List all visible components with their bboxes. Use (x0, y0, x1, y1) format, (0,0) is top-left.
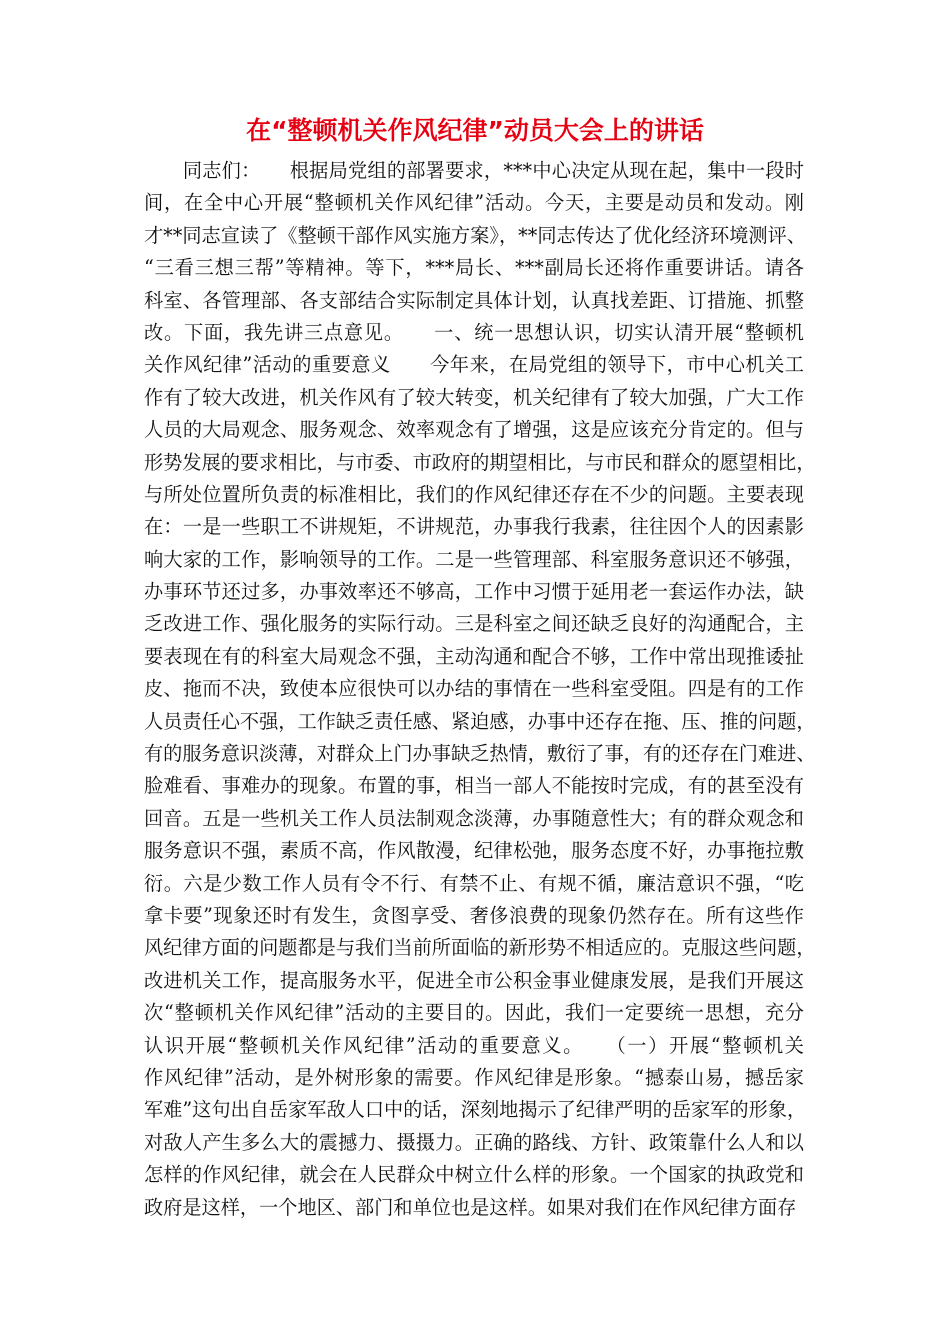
body-line: 改进机关工作，提高服务水平，促进全市公积金事业健康发展，是我们开展这 (144, 968, 804, 992)
body-line: “三看三想三帮”等精神。等下，***局长、***副局长还将作重要讲话。请各 (144, 256, 804, 280)
body-line: 拿卡要”现象还时有发生，贪图享受、奢侈浪费的现象仍然存在。所有这些作 (144, 903, 804, 927)
body-line: 改。下面，我先讲三点意见。 一、统一思想认识，切实认清开展“整顿机 (144, 320, 804, 344)
body-line: 服务意识不强，素质不高，作风散漫，纪律松弛，服务态度不好，办事拖拉敷 (144, 839, 804, 863)
body-line: 衍。六是少数工作人员有令不行、有禁不止、有规不循，廉洁意识不强，“吃 (144, 871, 804, 895)
body-line: 风纪律方面的问题都是与我们当前所面临的新形势不相适应的。克服这些问题， (144, 936, 816, 960)
body-line: 间，在全中心开展“整顿机关作风纪律”活动。今天，主要是动员和发动。刚 (144, 191, 804, 215)
body-line: 办事环节还过多，办事效率还不够高，工作中习惯于延用老一套运作办法，缺 (144, 580, 804, 604)
body-line: 形势发展的要求相比，与市委、市政府的期望相比，与市民和群众的愿望相比， (144, 450, 816, 474)
body-line: 在：一是一些职工不讲规矩，不讲规范，办事我行我素，往往因个人的因素影 (144, 515, 804, 539)
body-line: 响大家的工作，影响领导的工作。二是一些管理部、科室服务意识还不够强， (144, 547, 804, 571)
body-line: 科室、各管理部、各支部结合实际制定具体计划，认真找差距、订措施、抓整 (144, 288, 804, 312)
body-line: 怎样的作风纪律，就会在人民群众中树立什么样的形象。一个国家的执政党和 (144, 1163, 804, 1187)
document-body (144, 155, 816, 1224)
body-line: 脸难看、事难办的现象。布置的事，相当一部人不能按时完成，有的甚至没有 (144, 774, 804, 798)
body-line: 作风纪律”活动，是外树形象的需要。作风纪律是形象。“撼泰山易，撼岳家 (144, 1065, 804, 1089)
body-line: 人员的大局观念、服务观念、效率观念有了增强，这是应该充分肯定的。但与 (144, 418, 804, 442)
body-line: 皮、拖而不决，致使本应很快可以办结的事情在一些科室受阻。四是有的工作 (144, 677, 804, 701)
body-line: 与所处位置所负责的标准相比，我们的作风纪律还存在不少的问题。主要表现 (144, 482, 804, 506)
body-line: 军难”这句出自岳家军敌人口中的话，深刻地揭示了纪律严明的岳家军的形象， (144, 1098, 807, 1122)
body-line: 要表现在有的科室大局观念不强，主动沟通和配合不够，工作中常出现推诿扯 (144, 644, 804, 668)
body-line: 有的服务意识淡薄，对群众上门办事缺乏热情，敷衍了事，有的还存在门难进、 (144, 742, 816, 766)
body-line: 人员责任心不强，工作缺乏责任感、紧迫感，办事中还存在拖、压、推的问题， (144, 709, 816, 733)
body-line: 作有了较大改进，机关作风有了较大转变，机关纪律有了较大加强，广大工作 (144, 385, 804, 409)
body-line: 回音。五是一些机关工作人员法制观念淡薄，办事随意性大；有的群众观念和 (144, 806, 804, 830)
body-line: 认识开展“整顿机关作风纪律”活动的重要意义。 （一）开展“整顿机关 (144, 1033, 804, 1057)
body-line: 对敌人产生多么大的震撼力、摄摄力。正确的路线、方针、政策靠什么人和以 (144, 1130, 804, 1154)
body-line: 才**同志宣读了《整顿干部作风实施方案》，**同志传达了优化经济环境测评、 (144, 223, 806, 247)
body-line: 次“整顿机关作风纪律”活动的主要目的。因此，我们一定要统一思想，充分 (144, 1001, 804, 1025)
document-title: 在“整顿机关作风纪律”动员大会上的讲话 (246, 116, 704, 145)
body-line: 同志们： 根据局党组的部署要求，***中心决定从现在起，集中一段时 (144, 159, 804, 182)
body-line: 乏改进工作、强化服务的实际行动。三是科室之间还缺乏良好的沟通配合，主 (144, 612, 804, 636)
body-line: 关作风纪律”活动的重要意义 今年来，在局党组的领导下，市中心机关工 (144, 353, 804, 377)
body-line: 政府是这样，一个地区、部门和单位也是这样。如果对我们在作风纪律方面存 (144, 1195, 797, 1219)
